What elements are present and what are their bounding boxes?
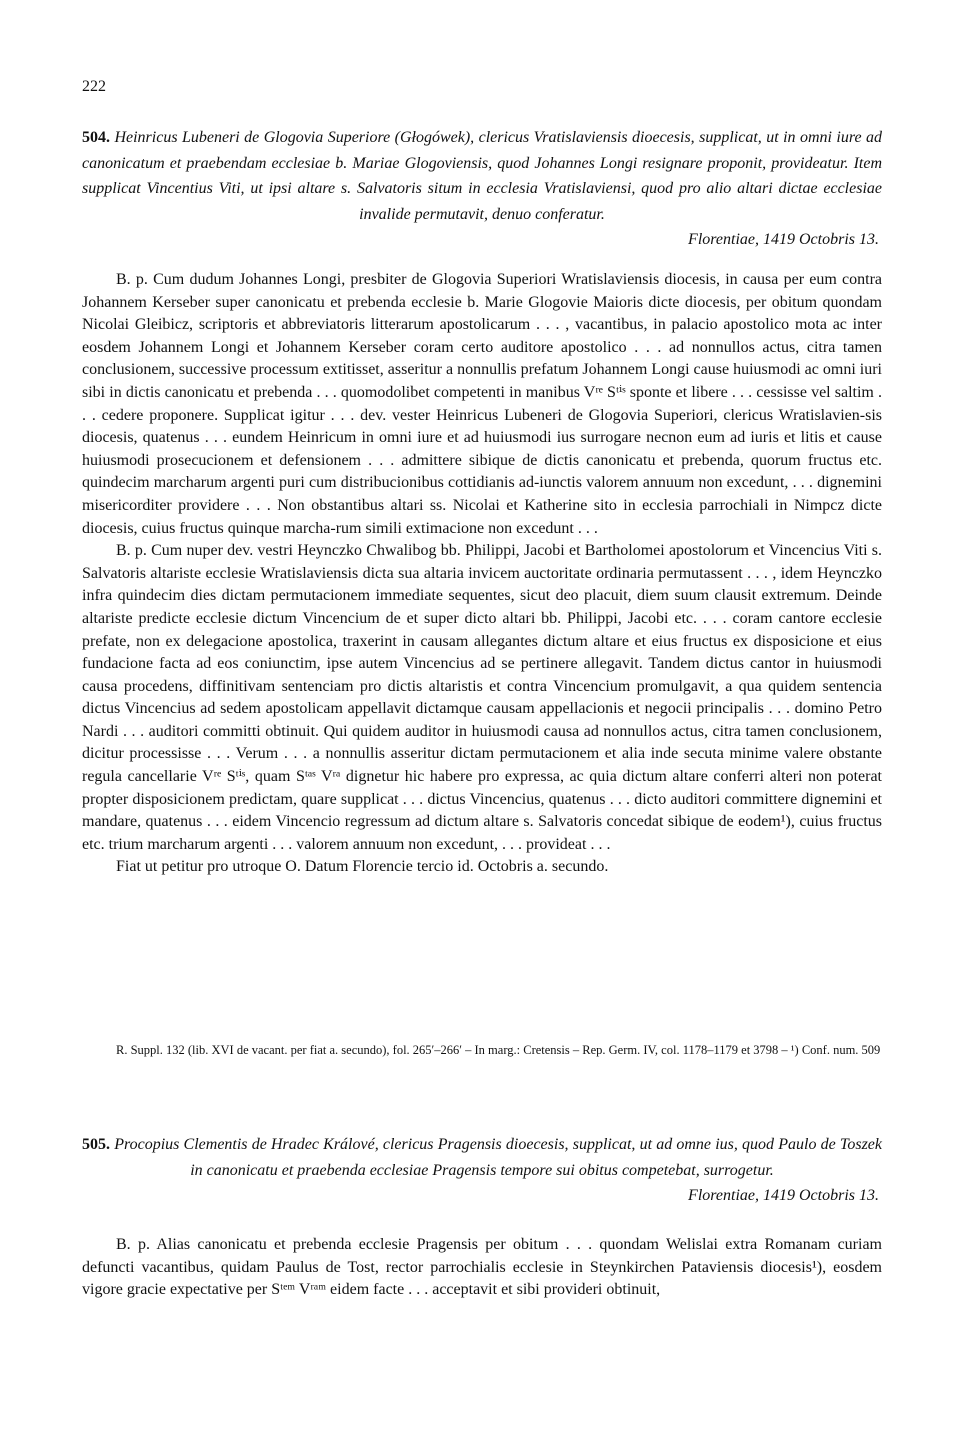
entry-504-paragraph: Fiat ut petitur pro utroque O. Datum Florencie tercio id. Octobris a. secundo. bbox=[116, 858, 609, 876]
entry-504-date: Florentiae, 1419 Octobris 13. bbox=[688, 231, 879, 248]
entry-504-footnote bbox=[82, 1040, 882, 1061]
page-number: 222 bbox=[82, 78, 106, 95]
entry-505-body bbox=[82, 1234, 882, 1302]
entry-504-paragraph: B. p. Cum dudum Johannes Longi, presbiter de Glogovia Superiori Wratislaviensis diocesis, in causa per eum contra Johannem Kerseber super canonicatu et prebenda ecclesie b. Marie Glogovie Maioris dicte diocesis, per obitum quondam Nicolai Gleibicz, scriptoris et abbreviatoris litterarum apostolicarum . . . , vacantibus, in palacio apostolico mota ac inter eosdem Johannem Longi et Johannem Kerseber coram certo auditore apostolico . . . ad nonnullos actus, citra tamen conclusionem, successive processum extitisset, asseritur a nonnullis prefatum Johannem Longi cause huiusmodi ac omni iuri sibi in dictis canonicatu et prebenda . . . quomodolibet competenti in manibus Vʳᵉ Sᵗⁱˢ sponte et libere . . . cessisse vel saltim . . . cedere proponere. Supplicat igitur . . . dev. vester Heinricus Lubeneri de Glogovia Superiori, clericus Wratislavien-sis diocesis, quatenus . . . eundem Heinricum in omni iure et ad huiusmodi ius surrogare necnon eum ad iuris et litis et cause huiusmodi prosecucionem et defensionem . . . admittere sibique de dictis canonicatu et prebenda, quorum fructus etc. quindecim marcharum argenti puri cum distribucionibus cottidianis ad-iunctis valorem annuum non excedunt, . . . dignemini misericorditer providere . . . Non obstantibus altari ss. Nicolai et Katherine sito in ecclesia parrochiali in Nimpcz dicte diocesis, cuius fructus quinque marcha-rum simili extimacione non excedunt . . . bbox=[82, 271, 882, 537]
entry-504-body bbox=[82, 269, 882, 879]
entry-505-paragraph: B. p. Alias canonicatu et prebenda ecclesie Pragensis per obitum . . . quondam Welislai extra Romanam curiam defuncti vacantibus, quidam Paulus de Tost, rector parrochialis ecclesie in Steynkirchen Pataviensis diocesis¹), eosdem vigore gracie expectative per Sᵗᵉᵐ Vʳᵃᵐ eidem facte . . . acceptavit et sibi provideri obtinuit, bbox=[82, 1236, 882, 1299]
entry-504-number: 504. bbox=[82, 129, 110, 146]
entry-504-summary bbox=[82, 125, 882, 227]
entry-505-heading-text: Procopius Clementis de Hradec Králové, clericus Pragensis dioecesis, supplicat, ut ad omne ius, quod Paulo de Toszek in canonicatu et praebenda ecclesiae Pragensis tempore sui obitus competebat, surrogetur. bbox=[114, 1136, 883, 1179]
entry-504-heading-text: Heinricus Lubeneri de Glogovia Superiore (Głogówek), clericus Vratislaviensis dioecesis, supplicat, ut in omni iure ad canonicatum et praebendam ecclesiae b. Mariae Glogoviensis, quod Johannes Longi resignare proponit, provideatur. Item supplicat Vincentius Viti, ut ipsi altare s. Salvatoris situm in ecclesia Vratislaviensi, quod pro alio altari dictae ecclesiae invalide permutavit, denuo conferatur. bbox=[82, 129, 883, 223]
entry-505-summary bbox=[82, 1132, 882, 1183]
entry-504-heading bbox=[82, 125, 882, 253]
entry-505-heading bbox=[82, 1132, 882, 1209]
document-page bbox=[82, 0, 882, 1447]
entry-505-date: Florentiae, 1419 Octobris 13. bbox=[688, 1187, 879, 1204]
entry-504-note-text: R. Suppl. 132 (lib. XVI de vacant. per fiat a. secundo), fol. 265′–266′ – In marg.: Cretensis – Rep. Germ. IV, col. 1178–1179 et 3798 – ¹) Conf. num. 509 bbox=[116, 1043, 881, 1057]
entry-504-paragraph: B. p. Cum nuper dev. vestri Heynczko Chwalibog bb. Philippi, Jacobi et Bartholomei apostolorum et Vincencius Viti s. Salvatoris altariste ecclesie Wratislaviensis dicta sua altaria invicem auctoritate ordinaria permutassent . . . , idem Heynczko infra quindecim dies dictam permutacionem immediate sequentes, sicut deo placuit, diem suum clausit extremum. Deinde altariste predicte ecclesie dictum Vincencium de et super dicto altari bb. Philippi, Jacobi etc. . . . coram cantore ecclesie prefate, non ex delegacione apostolica, traxerint in causam allegantes dictum altare et eius fructus ex disposicione et eius fundacione facta ad eos coniunctim, ipse autem Vincencius ad se pertinere allegavit. Tandem dictus cantor in huiusmodi causa procedens, diffinitivam sentenciam pro dictis altaristis et contra Vincencium promulgavit, a qua quidem sentencia dictus Vincencius ad sedem apostolicam appellavit dictamque causam appellacionis et negocii principalis . . . domino Petro Nardi . . . auditori committi obtinuit. Qui quidem auditor in huiusmodi causa ad nonnullos actus, citra tamen conclusionem, dicitur processisse . . . Verum . . . a nonnullis asseritur dictam permutacionem et alia inde secuta minime valere obstante regula cancellarie Vʳᵉ Sᵗⁱˢ, quam Sᵗᵃˢ Vʳᵃ dignetur hic habere pro expressa, ac quia dictum altare conferri alteri non poterat propter disposicionem predictam, quare supplicat . . . dictus Vincencius, quatenus . . . dicto auditori committere dignemini et mandare, quatenus . . . eidem Vincencio regressum ad dictum altare s. Salvatoris concedat sibique de eodem¹), cuius fructus etc. trium marcharum argenti . . . valorem annuum non excedunt, . . . provideat . . . bbox=[82, 542, 882, 853]
entry-505-number: 505. bbox=[82, 1136, 110, 1153]
